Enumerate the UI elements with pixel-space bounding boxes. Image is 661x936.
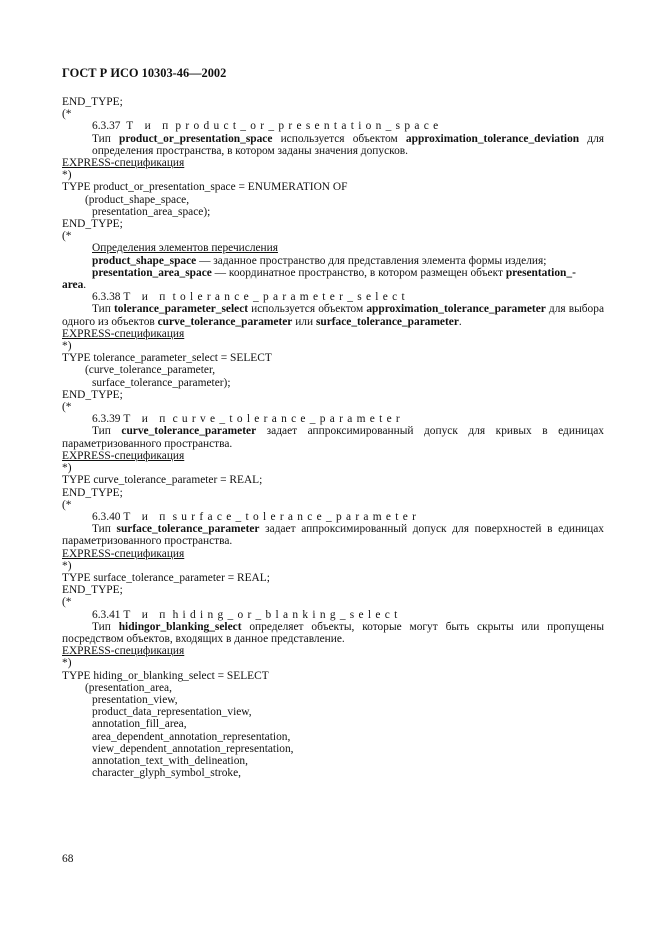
section-paragraph: Тип hidingor_blanking_select определяет объекты, которые могут быть скрыты или пропущены посредством объектов, входящих в данное представление. bbox=[62, 620, 604, 645]
section-paragraph: Тип curve_tolerance_parameter задает аппроксимированный допуск для кривых в единицах параметризованного пространства. bbox=[62, 425, 604, 450]
code-line: annotation_text_with_delineation, bbox=[92, 754, 248, 767]
comment-open: (* bbox=[62, 230, 72, 243]
code-line: view_dependent_annotation_representation, bbox=[92, 742, 294, 755]
document-header: ГОСТ Р ИСО 10303-46—2002 bbox=[62, 66, 227, 80]
code-line: END_TYPE; bbox=[62, 96, 123, 108]
code-line: (presentation_area, bbox=[85, 681, 172, 694]
express-spec-label: EXPRESS-спецификация bbox=[62, 645, 185, 658]
code-line: area_dependent_annotation_representation, bbox=[92, 730, 291, 743]
code-line: character_glyph_symbol_stroke, bbox=[92, 767, 241, 780]
code-line: END_TYPE; bbox=[62, 218, 123, 231]
express-spec-label: EXPRESS-спецификация bbox=[62, 327, 185, 340]
section-heading-6-3-40: 6.3.40 Т и п surface_tolerance_parameter bbox=[92, 510, 421, 523]
section-paragraph: Тип tolerance_parameter_select используется объектом approximation_tolerance_parameter для выбора одного из объектов curve_tolerance_parameter или surface_tolerance_parameter. bbox=[62, 303, 605, 328]
enum-definition: product_shape_space — заданное пространство для представления элемента формы изделия; bbox=[92, 254, 547, 267]
code-line: TYPE surface_tolerance_parameter = REAL; bbox=[62, 571, 270, 584]
code-line: surface_tolerance_parameter); bbox=[92, 376, 231, 389]
code-line: TYPE hiding_or_blanking_select = SELECT bbox=[62, 669, 269, 682]
comment-close: *) bbox=[62, 340, 72, 353]
section-paragraph: Тип product_or_presentation_space используется объектом approximation_tolerance_deviation для определения пространства, в котором заданы значения допусков. bbox=[92, 132, 604, 157]
express-spec-label: EXPRESS-спецификация bbox=[62, 157, 185, 170]
enum-definition-cont: area. bbox=[62, 279, 87, 292]
express-spec-label: EXPRESS-спецификация bbox=[62, 449, 185, 462]
code-line: TYPE curve_tolerance_parameter = REAL; bbox=[62, 474, 263, 487]
enum-definitions-heading: Определения элементов перечисления bbox=[92, 242, 278, 255]
comment-open: (* bbox=[62, 596, 72, 609]
express-spec-label: EXPRESS-спецификация bbox=[62, 547, 185, 560]
code-line: TYPE tolerance_parameter_select = SELECT bbox=[62, 352, 272, 365]
section-heading-6-3-38: 6.3.38 Т и п tolerance_parameter_select bbox=[92, 291, 409, 304]
comment-open: (* bbox=[62, 401, 72, 414]
code-line: annotation_fill_area, bbox=[92, 718, 187, 731]
section-heading-6-3-41: 6.3.41 Т и п hiding_or_blanking_select bbox=[92, 608, 402, 621]
code-line: presentation_view, bbox=[92, 693, 178, 706]
comment-close: *) bbox=[62, 559, 72, 572]
code-line: TYPE product_or_presentation_space = ENUMERATION OF bbox=[62, 181, 348, 194]
code-line: END_TYPE; bbox=[62, 584, 123, 597]
section-heading-6-3-37: 6.3.37 Т и п product_or_presentation_space bbox=[92, 120, 443, 133]
code-line: product_data_representation_view, bbox=[92, 706, 252, 719]
comment-close: *) bbox=[62, 462, 72, 475]
document-body bbox=[62, 96, 604, 779]
page-number: 68 bbox=[62, 853, 74, 865]
code-line: (curve_tolerance_parameter, bbox=[85, 364, 216, 377]
comment-open: (* bbox=[62, 108, 72, 121]
section-heading-6-3-39: 6.3.39 Т и п curve_tolerance_parameter bbox=[92, 413, 405, 426]
code-line: presentation_area_space); bbox=[92, 205, 211, 218]
code-line: (product_shape_space, bbox=[85, 193, 190, 206]
enum-definition: presentation_area_space — координатное пространство, в котором размещен объект presentation_- bbox=[92, 266, 576, 279]
code-line: END_TYPE; bbox=[62, 388, 123, 401]
comment-close: *) bbox=[62, 657, 72, 670]
comment-open: (* bbox=[62, 498, 72, 511]
comment-close: *) bbox=[62, 169, 72, 182]
code-line: END_TYPE; bbox=[62, 486, 123, 499]
section-paragraph: Тип surface_tolerance_parameter задает аппроксимированный допуск для поверхностей в единицах параметризованного пространства. bbox=[62, 523, 604, 548]
